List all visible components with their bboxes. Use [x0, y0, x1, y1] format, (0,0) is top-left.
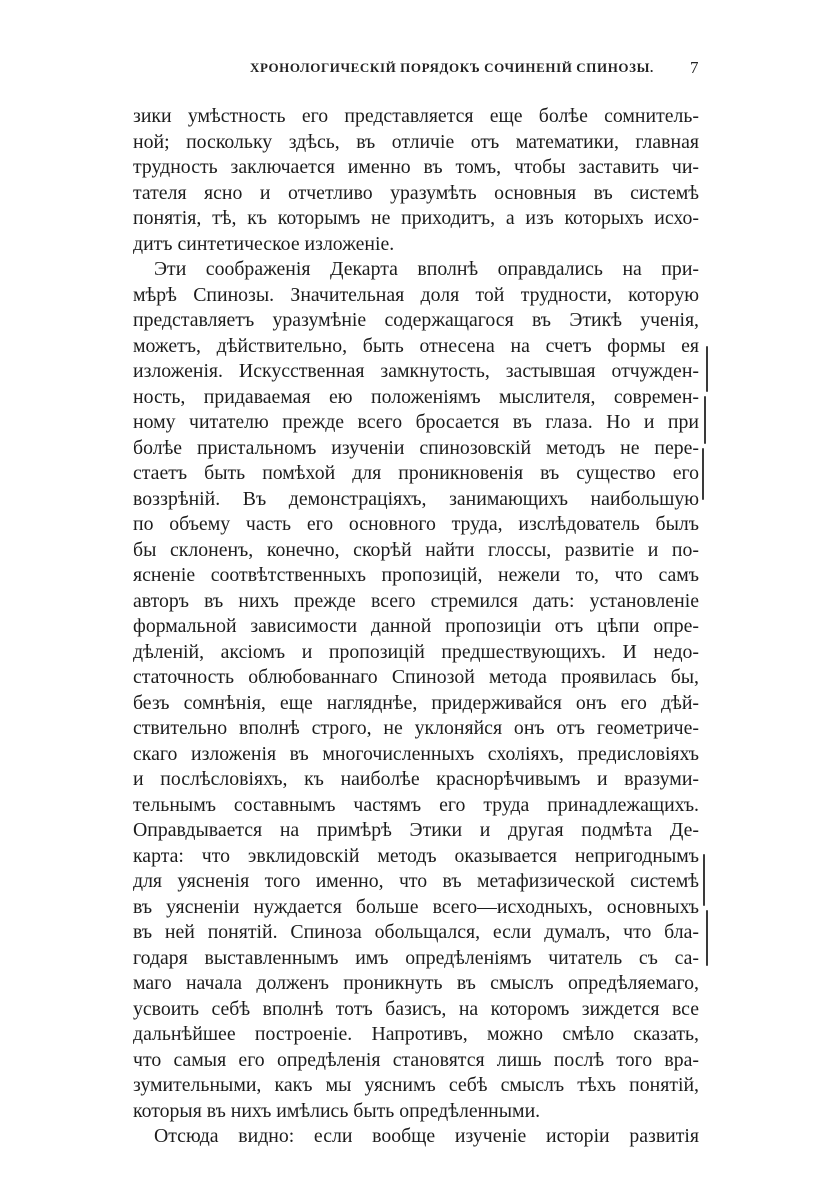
text-line: болѣе пристальномъ изученіи спинозовскій методъ не пере- [133, 436, 699, 459]
text-line: по объему часть его основного труда, изслѣдователь былъ [133, 513, 699, 535]
text-line: дѣленій, аксіомъ и пропозицій предшествующихъ. И недо- [133, 640, 699, 663]
text-line: стаетъ быть помѣхой для проникновенія въ существо его [133, 462, 699, 484]
page-number: 7 [690, 58, 699, 77]
text-line: для уясненія того именно, что въ метафизической системѣ [133, 870, 699, 892]
text-line: изложенія. Искусственная замкнутость, застывшая отчужден- [133, 360, 699, 382]
text-line: зики умѣстность его представляется еще болѣе сомнитель- [133, 105, 699, 127]
margin-pencil-mark [702, 448, 704, 500]
text-line: авторъ въ нихъ прежде всего стремился дать: установленіе [133, 589, 699, 612]
running-title: ХРОНОЛОГИЧЕСКІЙ ПОРЯДОКЪ СОЧИНЕНІЙ СПИНОЗЫ. [250, 60, 654, 75]
text-line: которыя въ нихъ имѣлись быть опредѣленными. [133, 1099, 541, 1122]
text-line: карта: что эвклидовскій методъ оказывается непригоднымъ [133, 844, 699, 867]
margin-pencil-mark [706, 910, 708, 966]
text-line: статочность облюбованнаго Спинозой метода проявилась бы, [133, 666, 699, 688]
text-line: и послѣсловіяхъ, къ наиболѣе краснорѣчивымъ и вразуми- [133, 768, 699, 790]
margin-pencil-mark [704, 396, 706, 444]
text-line: формальной зависимости данной пропозиціи отъ цѣпи опре- [133, 615, 699, 637]
text-line: воззрѣній. Въ демонстраціяхъ, занимающихъ наибольшую [133, 487, 699, 510]
margin-pencil-mark [703, 854, 705, 906]
text-line: Оправдывается на примѣрѣ Этики и другая подмѣта Де- [133, 819, 699, 841]
text-line: тельнымъ составнымъ частямъ его труда принадлежащихъ. [133, 793, 699, 816]
margin-pencil-mark [706, 346, 708, 392]
paragraph-first-line: Отсюда видно: если вообще изученіе исторіи развитія [154, 1125, 699, 1147]
text-line: дитъ синтетическое изложеніе. [133, 232, 395, 255]
text-line: ясненіе соотвѣтственныхъ пропозицій, нежели то, что самъ [133, 564, 699, 586]
text-line: усвоить себѣ вполнѣ тотъ базисъ, на которомъ зиждется все [133, 997, 699, 1020]
text-line: годаря выставленнымъ имъ опредѣленіямъ читатель съ са- [133, 946, 699, 969]
text-line: понятія, тѣ, къ которымъ не приходитъ, а изъ которыхъ исхо- [133, 207, 699, 229]
text-line: трудность заключается именно въ томъ, чтобы заставить чи- [133, 156, 699, 178]
text-line: ной; поскольку здѣсь, въ отличіе отъ математики, главная [133, 130, 699, 153]
body-text [133, 104, 699, 1150]
text-line: безъ сомнѣнія, еще нагляднѣе, придерживайся онъ его дѣй- [133, 691, 699, 714]
text-line: скаго изложенія въ многочисленныхъ схоліяхъ, предисловіяхъ [133, 742, 699, 765]
text-line: дальнѣйшее построеніе. Напротивъ, можно смѣло сказать, [133, 1023, 699, 1045]
text-line: тателя ясно и отчетливо уразумѣть основныя въ системѣ [133, 181, 699, 204]
text-line: ному читателю прежде всего бросается въ глаза. Но и при [133, 411, 699, 433]
text-line: зумительными, какъ мы уяснимъ себѣ смыслъ тѣхъ понятій, [133, 1074, 699, 1096]
text-line: ность, придаваемая ею положеніямъ мыслителя, современ- [133, 385, 699, 408]
text-line: что самыя его опредѣленія становятся лишь послѣ того вра- [133, 1048, 699, 1071]
text-line: мѣрѣ Спинозы. Значительная доля той трудности, которую [133, 283, 699, 306]
paragraph-first-line: Эти соображенія Декарта вполнѣ оправдались на при- [154, 258, 699, 280]
text-line: маго начала долженъ проникнуть въ смыслъ опредѣляемаго, [133, 972, 699, 994]
text-line: можетъ, дѣйствительно, быть отнесена на счетъ формы ея [133, 334, 699, 357]
text-line: ствительно вполнѣ строго, не уклоняйся онъ отъ геометриче- [133, 717, 699, 739]
text-line: представляетъ уразумѣніе содержащагося въ Этикѣ ученія, [133, 309, 699, 331]
text-line: бы склоненъ, конечно, скорѣй найти глоссы, развитіе и по- [133, 538, 699, 561]
text-line: въ ней понятій. Спиноза обольщался, если думалъ, что бла- [133, 921, 699, 943]
text-line: въ уясненіи нуждается больше всего—исходныхъ, основныхъ [133, 895, 699, 918]
